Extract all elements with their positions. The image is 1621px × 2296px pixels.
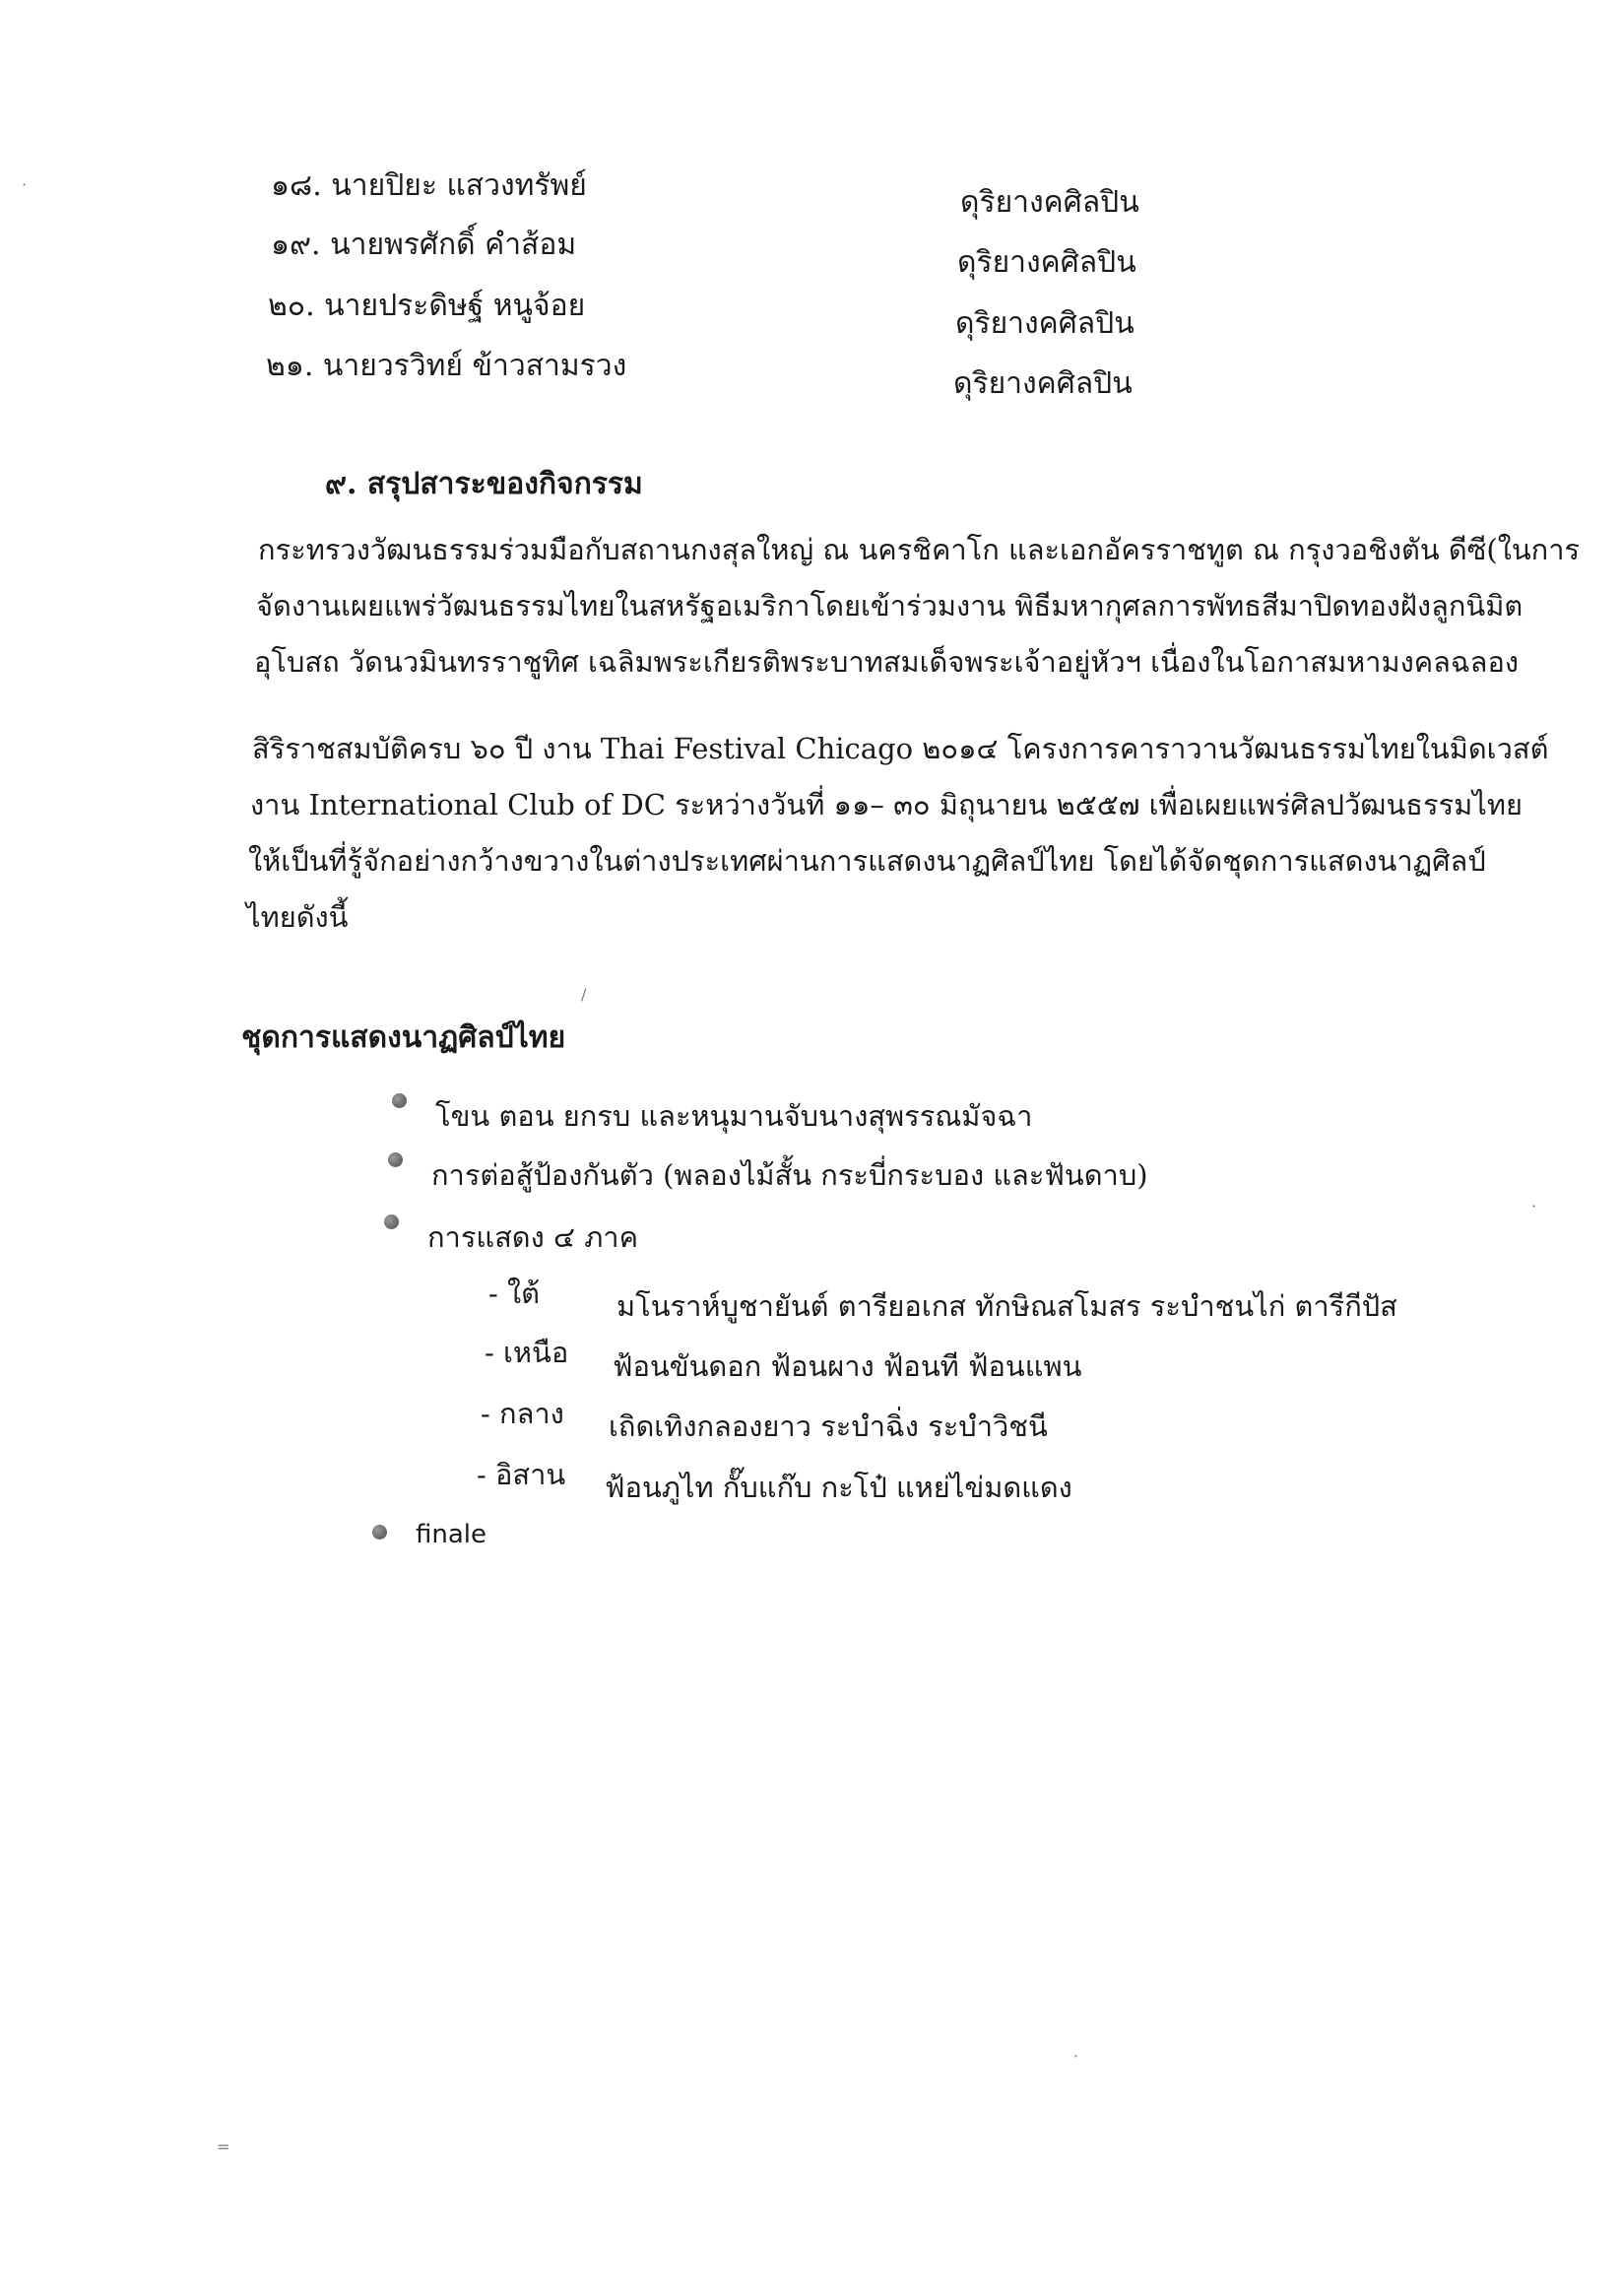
region-text: ฟ้อนขันดอก ฟ้อนผาง ฟ้อนที ฟ้อนแพน [613, 1349, 1082, 1383]
paragraph-line: กระทรวงวัฒนธรรมร่วมมือกับสถานกงสุลใหญ่ ณ นครชิคาโก และเอกอัครราชทูต ณ กรุงวอชิงตัน ดีซี(ในการ [258, 533, 1581, 566]
bullet-icon [388, 1152, 403, 1167]
region-text: ฟ้อนภูไท กั๊บแก๊บ กะโป๋ แหย่ไข่มดแดง [605, 1471, 1072, 1504]
bullet-icon [384, 1214, 399, 1229]
paragraph-line: สิริราชสมบัติครบ ๖๐ ปี งาน Thai Festival Chicago ๒๐๑๔ โครงการคาราวานวัฒนธรรมไทยในมิดเวสต์ [252, 732, 1549, 765]
list-item-text: การต่อสู้ป้องกันตัว (พลองไม้สั้น กระบี่กระบอง และฟันดาบ) [431, 1158, 1148, 1192]
staff-role: ดุริยางคศิลปิน [957, 245, 1136, 280]
summary-heading: ๙. สรุปสาระของกิจกรรม [325, 467, 643, 501]
staff-role: ดุริยางคศิลปิน [953, 366, 1133, 401]
list-item-text: โขน ตอน ยกรบ และหนุมานจับนางสุพรรณมัจฉา [435, 1099, 1033, 1133]
staff-role: ดุริยางคศิลปิน [955, 306, 1135, 341]
scan-speck: · [1531, 1197, 1537, 1215]
scan-speck: / [581, 985, 587, 1004]
performances-heading: ชุดการแสดงนาฏศิลป์ไทย [241, 1020, 566, 1055]
region-label: - อิสาน [477, 1458, 566, 1491]
paragraph-line: ให้เป็นที่รู้จักอย่างกว้างขวางในต่างประเทศผ่านการแสดงนาฏศิลป์ไทย โดยได้จัดชุดการแสดงนาฏศิลป์ [248, 844, 1486, 878]
paragraph-line: จัดงานเผยแพร่วัฒนธรรมไทยในสหรัฐอเมริกาโดยเข้าร่วมงาน พิธีมหากุศลการพัทธสีมาปิดทองฝังลูกนิมิต [256, 589, 1524, 623]
scan-speck: · [1073, 2047, 1079, 2066]
region-label: - กลาง [481, 1397, 564, 1430]
staff-name: ๒๐. นายประดิษฐ์ หนูจ้อย [268, 289, 586, 323]
staff-role: ดุริยางคศิลปิน [960, 185, 1139, 220]
staff-name: ๒๑. นายวรวิทย์ ข้าวสามรวง [266, 349, 627, 383]
staff-name: ๑๘. นายปิยะ แสวงทรัพย์ [271, 168, 587, 203]
bullet-icon [372, 1525, 387, 1540]
paragraph-line: งาน International Club of DC ระหว่างวันที่ ๑๑– ๓๐ มิถุนายน ๒๕๕๗ เพื่อเผยแพร่ศิลปวัฒนธรรมไทย [250, 788, 1523, 821]
scan-speck: · [22, 175, 28, 194]
list-item-text: การแสดง ๔ ภาค [427, 1220, 638, 1254]
scan-speck: = [217, 2137, 230, 2156]
region-label: - ใต้ [488, 1277, 541, 1310]
paragraph-line: อุโบสถ วัดนวมินทรราชูทิศ เฉลิมพระเกียรติพระบาทสมเด็จพระเจ้าอยู่หัวฯ เนื่องในโอกาสมหามงคลฉลอง [254, 645, 1520, 679]
paragraph-line: ไทยดังนี้ [246, 900, 349, 934]
finale-text: finale [416, 1520, 487, 1549]
bullet-icon [392, 1093, 407, 1108]
region-label: - เหนือ [485, 1336, 569, 1369]
region-text: เถิดเทิงกลองยาว ระบำฉิ่ง ระบำวิชนี [609, 1410, 1048, 1443]
staff-name: ๑๙. นายพรศักดิ์ คำส้อม [271, 228, 577, 262]
region-text: มโนราห์บูชายันต์ ตารียอเกส ทักษิณสโมสร ระบำชนไก่ ตารีกีปัส [616, 1289, 1397, 1323]
